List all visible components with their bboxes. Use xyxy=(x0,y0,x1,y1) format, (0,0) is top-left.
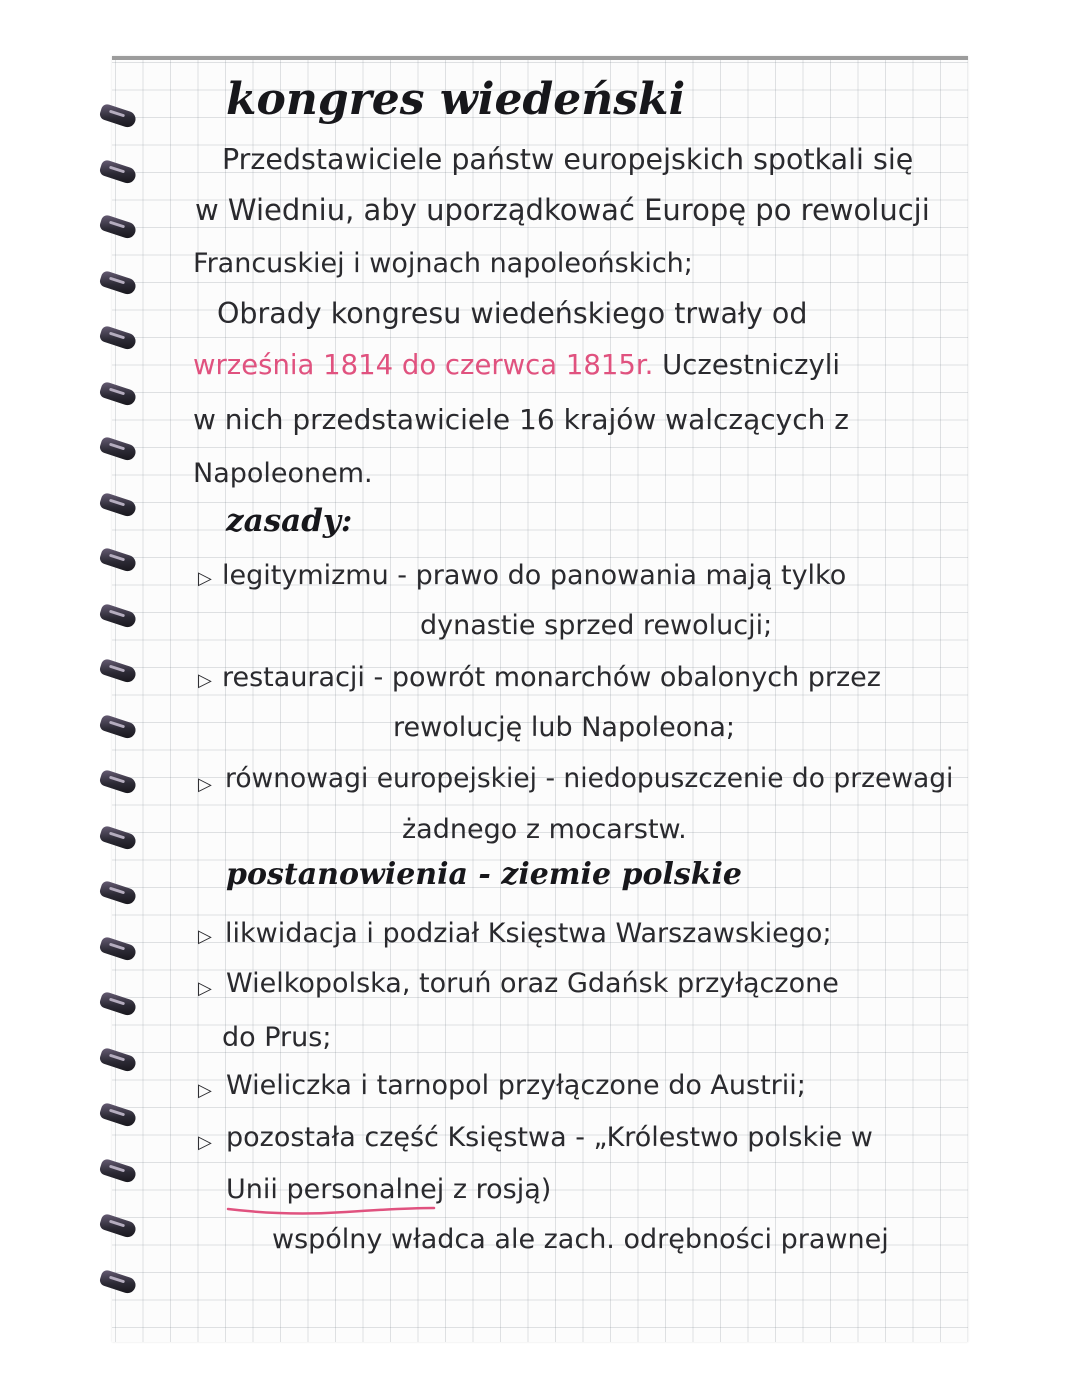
zasady-heading: zasady: xyxy=(226,503,353,539)
spiral-coil xyxy=(96,1052,142,1070)
pink-underline xyxy=(226,1204,438,1218)
spiral-coil xyxy=(96,885,142,903)
spiral-coil xyxy=(96,386,142,404)
zasada-restauracji: restauracji - powrót monarchów obalonych przez xyxy=(222,662,881,693)
unia-personalna: Unii personalnej xyxy=(226,1174,445,1205)
spiral-coil xyxy=(96,774,142,792)
spiral-coil xyxy=(96,608,142,626)
postanowienie-austria: Wieliczka i tarnopol przyłączone do Austrii; xyxy=(226,1070,806,1101)
spiral-coil xyxy=(96,219,142,237)
spiral-coil xyxy=(96,441,142,459)
spiral-coil xyxy=(96,1274,142,1292)
page-title: kongres wiedeński xyxy=(226,74,686,125)
intro-line-5-rest: Uczestniczyli xyxy=(662,349,841,381)
krolestwo-rest: z rosją) xyxy=(452,1174,552,1205)
spiral-coil xyxy=(96,1163,142,1181)
zasada-legitymizmu: legitymizmu - prawo do panowania mają tylko xyxy=(222,560,847,591)
spiral-coil xyxy=(96,830,142,848)
postanowienie-krolestwo-cont xyxy=(226,1176,551,1203)
spiral-coil xyxy=(96,330,142,348)
spiral-coil xyxy=(96,1218,142,1236)
unia-note: wspólny władca ale zach. odrębności prawnej xyxy=(272,1224,889,1255)
bullet-icon: ▷ xyxy=(198,1080,212,1101)
zasada-rownowagi: równowagi europejskiej - niedopuszczenie do przewagi xyxy=(225,763,954,794)
postanowienie-likwidacja: likwidacja i podział Księstwa Warszawskiego; xyxy=(225,918,832,949)
spiral-coil xyxy=(96,1107,142,1125)
spiral-coil xyxy=(96,497,142,515)
zasada-legitymizmu-cont: dynastie sprzed rewolucji; xyxy=(420,610,773,641)
postanowienie-prusy-cont: do Prus; xyxy=(222,1022,332,1053)
intro-line-5 xyxy=(193,349,841,381)
spiral-coil xyxy=(96,108,142,126)
date-range: września 1814 do czerwca 1815r. xyxy=(193,349,654,381)
bullet-icon: ▷ xyxy=(198,926,212,947)
postanowienia-heading: postanowienia - ziemie polskie xyxy=(226,857,743,892)
bullet-icon: ▷ xyxy=(198,978,212,999)
spiral-coil xyxy=(96,941,142,959)
intro-line-2: w Wiedniu, aby uporządkować Europę po rewolucji xyxy=(195,193,930,227)
bullet-icon: ▷ xyxy=(198,1132,212,1153)
intro-line-3: Francuskiej i wojnach napoleońskich; xyxy=(193,248,693,279)
spiral-coil xyxy=(96,719,142,737)
bullet-icon: ▷ xyxy=(198,568,212,589)
postanowienie-krolestwo: pozostała część Księstwa - „Królestwo polskie w xyxy=(226,1122,873,1153)
page-top-edge xyxy=(112,56,968,60)
spiral-coil xyxy=(96,164,142,182)
postanowienie-prusy: Wielkopolska, toruń oraz Gdańsk przyłączone xyxy=(226,968,839,999)
spiral-coil xyxy=(96,663,142,681)
zasada-rownowagi-cont: żadnego z mocarstw. xyxy=(402,814,687,845)
intro-line-1: Przedstawiciele państw europejskich spotkali się xyxy=(222,143,914,176)
spiral-coil xyxy=(96,552,142,570)
bullet-icon: ▷ xyxy=(198,670,212,691)
intro-line-7: Napoleonem. xyxy=(193,458,373,489)
bullet-icon: ▷ xyxy=(198,774,212,795)
spiral-coil xyxy=(96,275,142,293)
spiral-coil xyxy=(96,996,142,1014)
zasada-restauracji-cont: rewolucję lub Napoleona; xyxy=(393,712,735,743)
intro-line-6: w nich przedstawiciele 16 krajów walczących z xyxy=(193,403,849,436)
intro-line-4: Obrady kongresu wiedeńskiego trwały od xyxy=(217,297,808,330)
